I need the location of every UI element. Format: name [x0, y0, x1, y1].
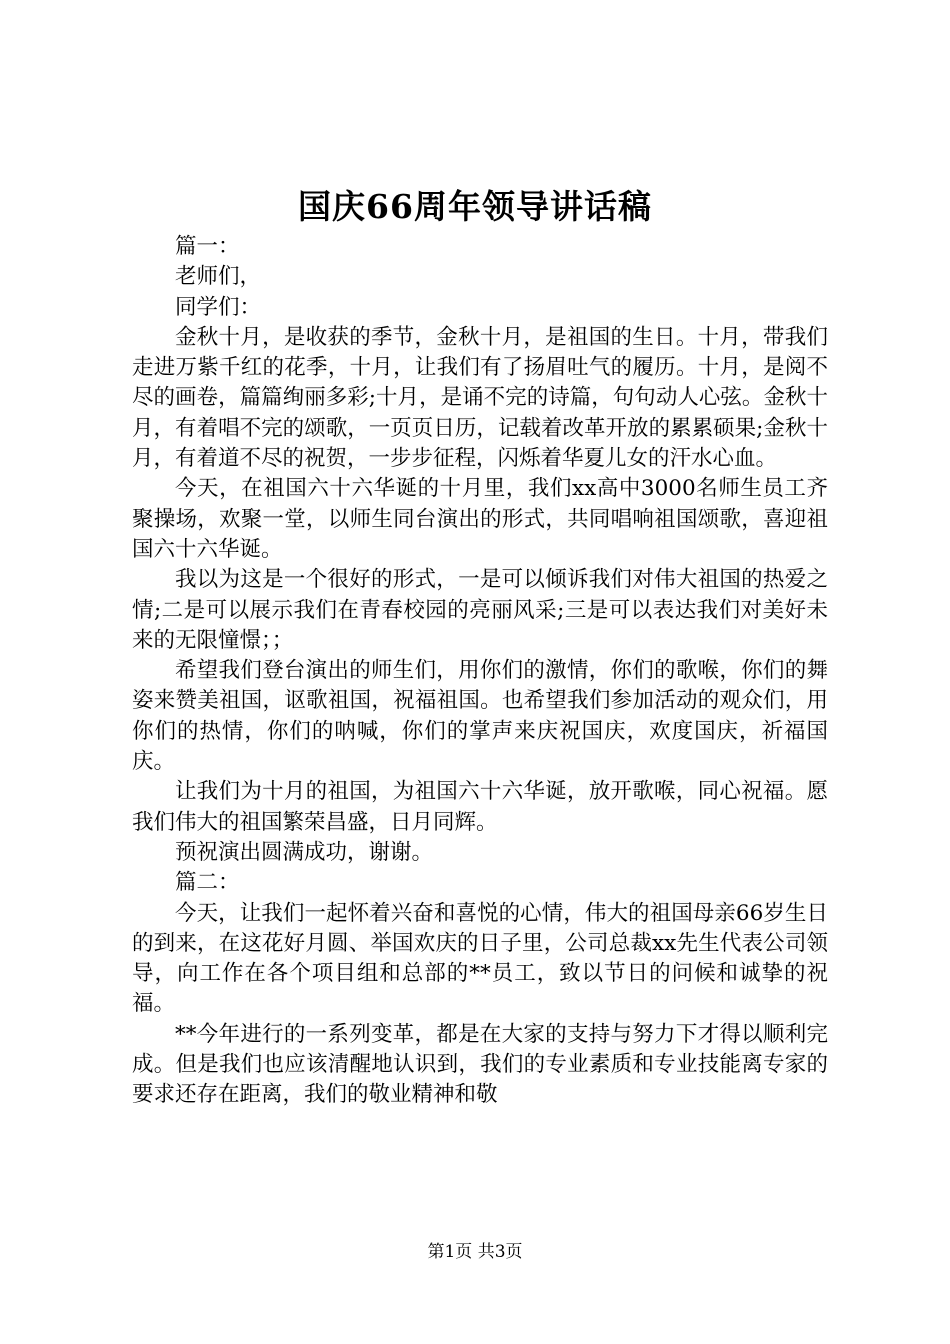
- paragraph: 同学们：: [175, 294, 262, 320]
- page-footer: 第1页 共3页: [427, 1242, 523, 1262]
- paragraph: 篇一：: [175, 234, 240, 259]
- paragraph: 希望我们登台演出的师生们，用你们的激情，你们的歌喉，你们的舞姿来赞美祖国，讴歌祖国，祝福祖国。也希望我们参加活动的观众们，用你们的热情，你们的呐喊，你们的掌声来庆祝国庆，欢度国庆，祈福国庆。: [132, 658, 828, 775]
- paragraph: 老师们，: [175, 264, 262, 290]
- document-body: [132, 232, 828, 1111]
- paragraph: 预祝演出圆满成功，谢谢。: [175, 839, 434, 865]
- document-title: 国庆66周年领导讲话稿: [298, 187, 652, 226]
- paragraph: 我以为这是一个很好的形式，一是可以倾诉我们对伟大祖国的热爱之情;二是可以展示我们在青春校园的亮丽风采;三是可以表达我们对美好未来的无限憧憬；；: [132, 567, 828, 653]
- paragraph: 金秋十月，是收获的季节，金秋十月，是祖国的生日。十月，带我们走进万紫千红的花季，十月，让我们有了扬眉吐气的履历。十月，是阅不尽的画卷，篇篇绚丽多彩;十月，是诵不完的诗篇，句句动人心弦。金秋十月，有着唱不完的颂歌，一页页日历，记载着改革开放的累累硕果;金秋十月，有着道不尽的祝贺，一步步征程，闪烁着华夏儿女的汗水心血。: [132, 324, 828, 472]
- paragraph: 让我们为十月的祖国，为祖国六十六华诞，放开歌喉，同心祝福。愿我们伟大的祖国繁荣昌盛，日月同辉。: [132, 779, 828, 835]
- paragraph: 今天，在祖国六十六华诞的十月里，我们xx高中3000名师生员工齐聚操场，欢聚一堂，以师生同台演出的形式，共同唱响祖国颂歌，喜迎祖国六十六华诞。: [132, 476, 828, 562]
- paragraph: **今年进行的一系列变革，都是在大家的支持与努力下才得以顺利完成。但是我们也应该清醒地认识到，我们的专业素质和专业技能离专家的要求还存在距离，我们的敬业精神和敬: [132, 1021, 828, 1108]
- paragraph: 今天，让我们一起怀着兴奋和喜悦的心情，伟大的祖国母亲66岁生日的到来，在这花好月圆、举国欢庆的日子里，公司总裁xx先生代表公司领导，向工作在各个项目组和总部的**员工，致以节日的问候和诚挚的祝福。: [132, 900, 828, 1017]
- paragraph: 篇二：: [175, 870, 240, 896]
